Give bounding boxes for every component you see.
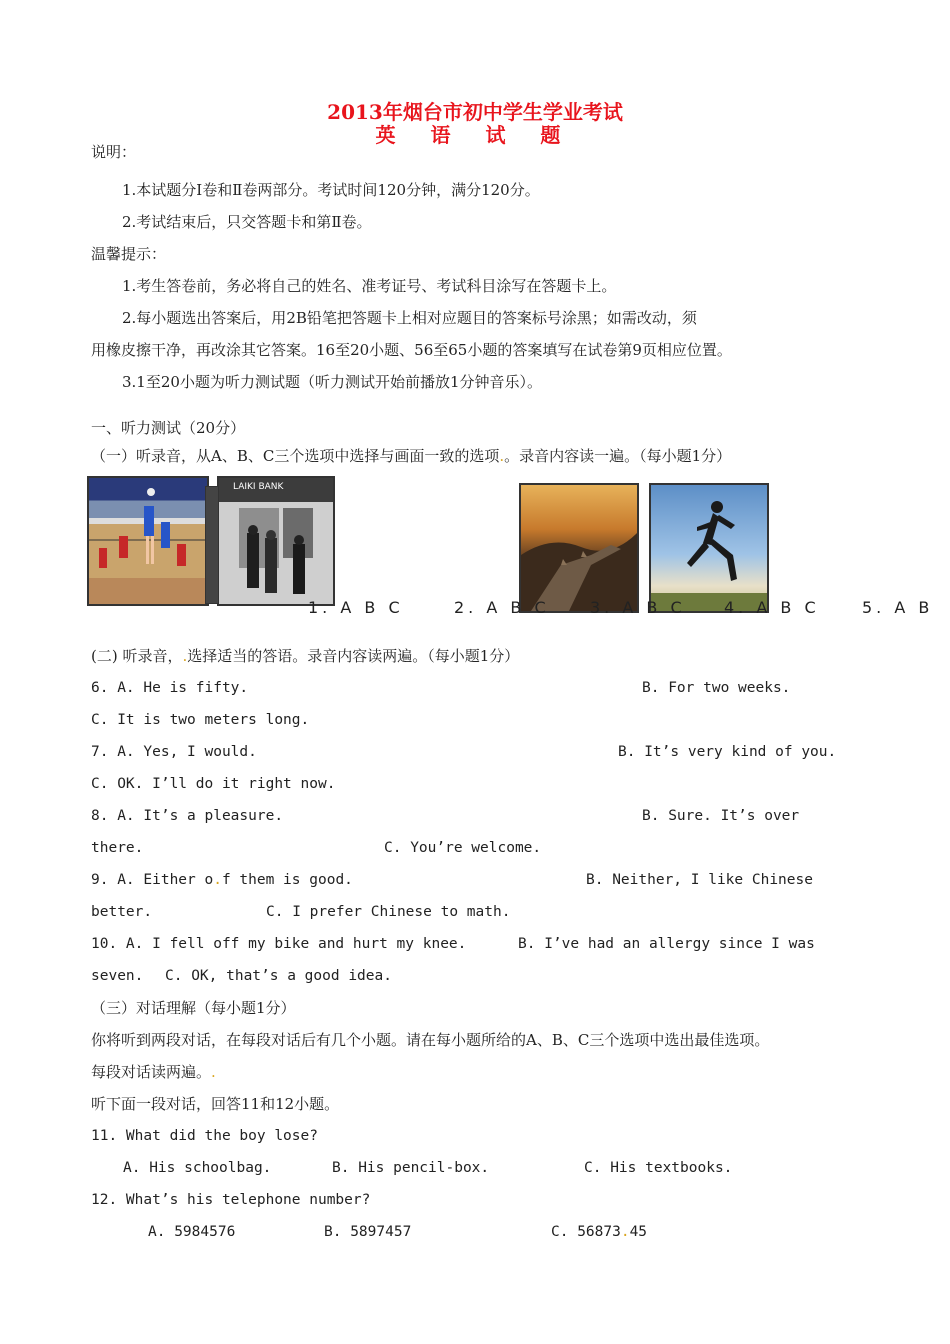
instruction-item: 2.考试结束后，只交答题卡和第Ⅱ卷。: [122, 213, 372, 231]
q8-option-b: B. Sure. It’s over: [642, 808, 800, 824]
overlap-edge: [205, 486, 219, 604]
stray-dot: .: [182, 647, 188, 665]
q9-option-c: C. I prefer Chinese to math.: [266, 904, 511, 920]
picture-label-4: 4. A B C: [724, 598, 820, 617]
q11-option-a: A. His schoolbag.: [123, 1160, 272, 1176]
picture-label-1: 1. A B C: [308, 598, 404, 617]
q10-option-c: C. OK, that’s a good idea.: [165, 968, 392, 984]
part3-description: 你将听到两段对话，在每段对话后有几个小题。请在每小题所给的A、B、C三个选项中选出最佳选项。: [91, 1031, 770, 1049]
stray-dot: .: [620, 1224, 630, 1240]
q7-option-c: C. OK. I’ll do it right now.: [91, 776, 336, 792]
q7-option-b: B. It’s very kind of you.: [618, 744, 837, 760]
q11-question: 11. What did the boy lose?: [91, 1128, 318, 1144]
volleyball-players-illustration: [89, 478, 207, 604]
q10-option-a: 10. A. I fell off my bike and hurt my knee.: [91, 936, 467, 952]
instruction-item: 1.本试题分Ⅰ卷和Ⅱ卷两部分。考试时间120分钟，满分120分。: [122, 181, 540, 199]
instructions-label: 说明：: [91, 143, 137, 161]
q10-option-b: B. I’ve had an allergy since I was: [518, 936, 815, 952]
q9-option-b: B. Neither, I like Chinese: [586, 872, 813, 888]
q10-option-b-cont: seven.: [91, 968, 144, 984]
part2-instruction: (二) 听录音，.选择适当的答语。录音内容读两遍。（每小题1分）: [91, 647, 520, 665]
q8-option-a: 8. A. It’s a pleasure.: [91, 808, 284, 824]
q6-option-a: 6. A. He is fifty.: [91, 680, 249, 696]
runner-photo: [649, 483, 769, 613]
q12-option-a: A. 5984576: [148, 1224, 236, 1240]
section-heading: 一、听力测试（20分）: [91, 419, 246, 437]
great-wall-photo: [519, 483, 639, 613]
q8-option-c: C. You’re welcome.: [384, 840, 542, 856]
q11-option-b: B. His pencil-box.: [332, 1160, 490, 1176]
part1-instruction: （一）听录音，从A、B、C三个选项中选择与画面一致的选项.。录音内容读一遍。（每小题1分）: [91, 447, 732, 465]
tip-item: 用橡皮擦干净，再改涂其它答案。16至20小题、56至65小题的答案填写在试卷第9页相应位置。: [91, 341, 732, 359]
tips-label: 温馨提示：: [91, 245, 167, 263]
picture-label-2: 2. A B C: [454, 598, 550, 617]
runner-silhouette-illustration: [651, 485, 767, 611]
q7-option-a: 7. A. Yes, I would.: [91, 744, 257, 760]
part3-description-cont: 每段对话读两遍。.: [91, 1063, 216, 1081]
bank-photo: [217, 476, 335, 606]
q9-option-b-cont: better.: [91, 904, 153, 920]
stray-dot: .: [213, 872, 222, 888]
picture-label-3: 3. A B C: [590, 598, 686, 617]
part3-heading: （三）对话理解（每小题1分）: [91, 999, 296, 1017]
q12-option-c: C. 56873.45: [551, 1224, 648, 1240]
exam-subtitle: 英 语 试 题: [375, 123, 575, 147]
bank-sign: LAIKI BANK: [233, 482, 284, 492]
q6-option-c: C. It is two meters long.: [91, 712, 310, 728]
q8-option-b-cont: there.: [91, 840, 144, 856]
great-wall-illustration: [521, 485, 637, 611]
tip-item: 3.1至20小题为听力测试题（听力测试开始前播放1分钟音乐）。: [122, 373, 542, 391]
bank-scene-illustration: [219, 478, 333, 604]
q9-option-a: 9. A. Either o.f them is good.: [91, 872, 353, 888]
q11-option-c: C. His textbooks.: [584, 1160, 733, 1176]
tip-item: 2.每小题选出答案后，用2B铅笔把答题卡上相对应题目的答案标号涂黑；如需改动，须: [122, 309, 697, 327]
dialog1-instruction: 听下面一段对话，回答11和12小题。: [91, 1095, 340, 1113]
q12-question: 12. What’s his telephone number?: [91, 1192, 371, 1208]
stray-dot: .: [211, 1063, 216, 1081]
q6-option-b: B. For two weeks.: [642, 680, 791, 696]
stray-dot: .: [499, 447, 505, 465]
q12-option-b: B. 5897457: [324, 1224, 412, 1240]
tip-item: 1.考生答卷前，务必将自己的姓名、准考证号、考试科目涂写在答题卡上。: [122, 277, 617, 295]
volleyball-photo: [87, 476, 209, 606]
exam-title: 2013年烟台市初中学生学业考试: [327, 100, 623, 124]
picture-label-5: 5. A B: [862, 598, 934, 617]
